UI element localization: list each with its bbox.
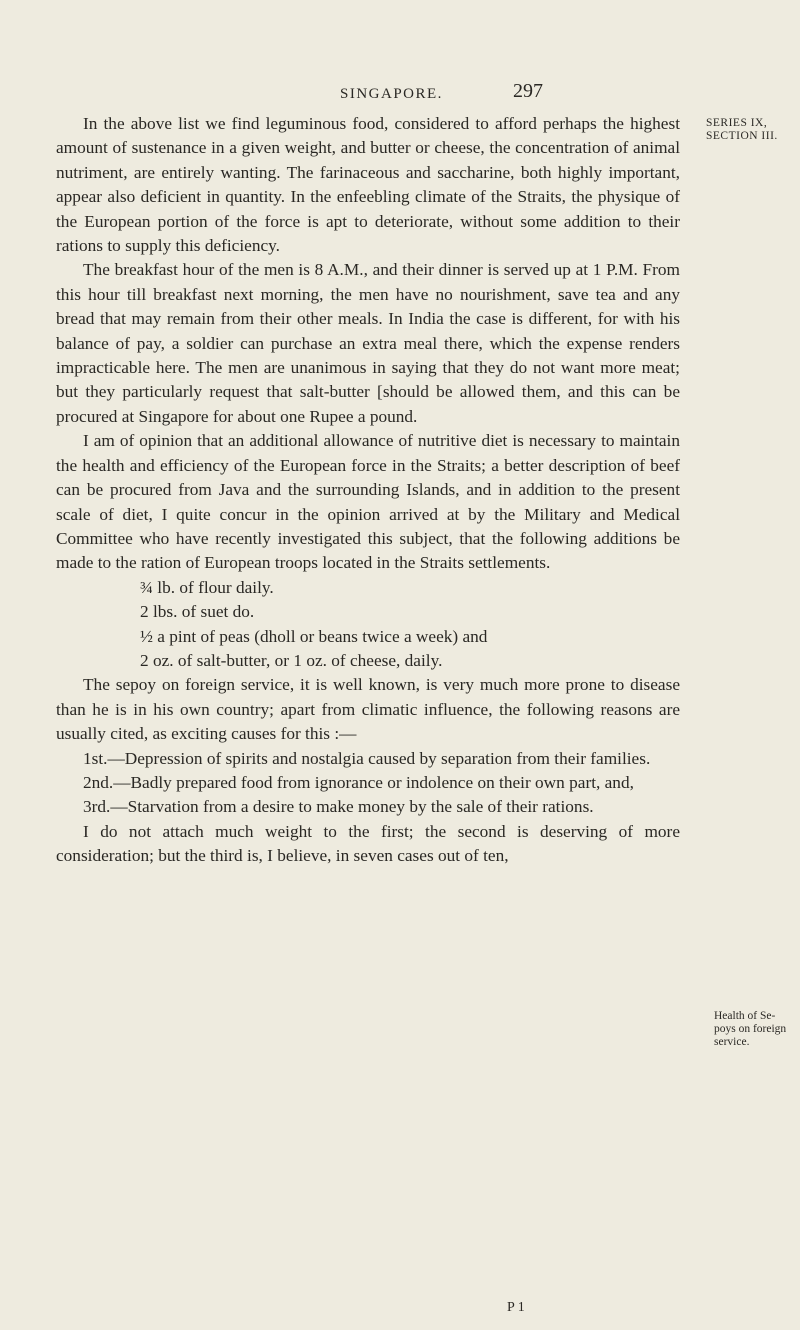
ration-item-salt-butter: 2 oz. of salt-butter, or 1 oz. of cheese, daily. (140, 650, 443, 670)
ration-item-peas: ½ a pint of peas (dholl or beans twice a week) and (140, 626, 488, 646)
margin-note-health-line-3: service. (714, 1036, 750, 1048)
margin-note-health-line-1: Health of Se- (714, 1010, 776, 1022)
margin-note-health (714, 1010, 786, 1049)
ration-item-flour: ¾ lb. of flour daily. (140, 577, 274, 597)
cause-third: 3rd.—Starvation from a desire to make money by the sale of their rations. (83, 797, 594, 817)
running-head (0, 76, 800, 106)
margin-note-series (706, 117, 778, 143)
paragraph-breakfast-hour: The breakfast hour of the men is 8 A.M., and their dinner is served up at 1 P.M. From this hour till breakfast next morning, the men have no nourishment, save tea and any bread that may remain from their other meals. In India the case is different, for with his balance of pay, a soldier can purchase an extra meal there, which the expense renders impracticable here. The men are unanimous in saying that they do not want more meat; but they particularly request that salt-butter [should be allowed them, and this can be procured at Singapore for about one Rupee a pound. (56, 260, 680, 426)
body-text (56, 112, 680, 869)
paragraph-attach-weight: I do not attach much weight to the first; the second is deserving of more consideration; but the third is, I believe, in seven cases out of ten, (56, 821, 680, 866)
paragraph-additional-allowance: I am of opinion that an additional allowance of nutritive diet is necessary to maintain the health and efficiency of the European force in the Straits; a better description of beef can be procured from Java and the surrounding Islands, and in addition to the present scale of diet, I quite concur in the opinion arrived at by the Military and Medical Committee who have recently investigated this subject, that the following additions be made to the ration of European troops located in the Straits settlements. (56, 431, 680, 573)
signature-mark: P 1 (507, 1300, 525, 1315)
paragraph-sepoy-foreign-service: The sepoy on foreign service, it is well known, is very much more prone to disease than he is in his own country; apart from climatic influence, the following reasons are usually cited, as exciting causes for this :— (56, 675, 680, 744)
ration-item-suet: 2 lbs. of suet do. (140, 602, 255, 622)
ration-additions-list (56, 576, 680, 674)
margin-note-series-line: SERIES IX, (706, 117, 768, 129)
margin-note-health-line-2: poys on foreign (714, 1023, 787, 1035)
cause-second: 2nd.—Badly prepared food from ignorance or indolence on their own part, and, (83, 772, 634, 792)
running-head-title: SINGAPORE. (340, 86, 443, 102)
cause-first: 1st.—Depression of spirits and nostalgia caused by separation from their families. (83, 748, 651, 768)
margin-note-section-line: SECTION III. (706, 130, 778, 142)
page-number: 297 (513, 80, 543, 102)
paragraph-leguminous-food: In the above list we find leguminous food, considered to afford perhaps the highest amount of sustenance in a given weight, and butter or cheese, the concentration of animal nutriment, are entirely wanting. The farinaceous and saccharine, both highly important, appear also deficient in quantity. In the enfeebling climate of the Straits, the physique of the European portion of the force is apt to deteriorate, without some addition to their rations to supply this deficiency. (56, 114, 680, 256)
